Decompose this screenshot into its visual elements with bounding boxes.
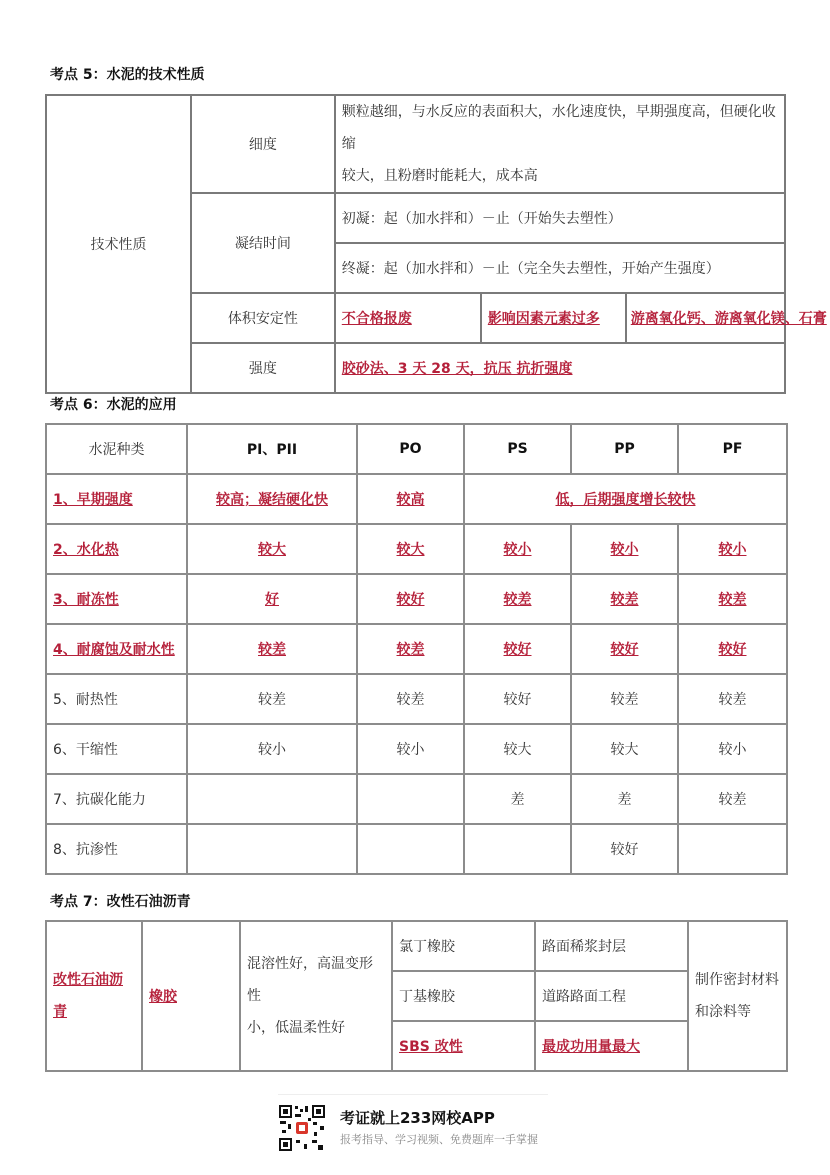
header-po: PO (357, 424, 464, 474)
property-value: 较好 (571, 824, 678, 874)
tech-properties-table (45, 94, 827, 394)
property-value: 较大 (187, 524, 357, 574)
sub-use-0: 路面稀浆封层 (535, 921, 688, 971)
qr-code-icon (278, 1104, 326, 1152)
strength-desc: 胶砂法、3 天 28 天，抗压 抗折强度 (335, 343, 785, 393)
soundness-c1: 不合格报废 (335, 293, 481, 343)
header-type: 水泥种类 (46, 424, 187, 474)
property-label: 5、耐热性 (46, 674, 187, 724)
sub-name-0: 氯丁橡胶 (392, 921, 535, 971)
tech-properties-label: 技术性质 (46, 95, 191, 393)
property-value: 较大 (464, 724, 571, 774)
fineness-desc-line2: 较大，且粉磨时能耗大，成本高 (341, 168, 538, 184)
footer-divider (278, 1094, 548, 1095)
sub-name-2: SBS 改性 (392, 1021, 535, 1071)
modified-asphalt-label (46, 921, 142, 1071)
footer (278, 1104, 578, 1152)
property-value (678, 824, 787, 874)
property-value: 较小 (464, 524, 571, 574)
property-value: 较小 (678, 524, 787, 574)
table-row (46, 724, 787, 774)
property-value (187, 774, 357, 824)
header-pi: PI、PII (187, 424, 357, 474)
strength-label: 强度 (191, 343, 335, 393)
property-value: 较差 (678, 774, 787, 824)
modified-asphalt-line2: 青 (53, 1004, 67, 1020)
setting-time-label: 凝结时间 (191, 193, 335, 293)
final-setting: 终凝：起（加水拌和）－止（完全失去塑性，开始产生强度） (335, 243, 785, 293)
property-value (187, 824, 357, 874)
property-value: 较好 (678, 624, 787, 674)
property-value: 较小 (357, 724, 464, 774)
sub-use-2: 最成功用量最大 (535, 1021, 688, 1071)
property-label: 7、抗碳化能力 (46, 774, 187, 824)
application-note-line1: 制作密封材料 (695, 972, 779, 988)
rubber-label: 橡胶 (142, 921, 240, 1071)
table-row (46, 674, 787, 724)
property-value: 较大 (571, 724, 678, 774)
modified-asphalt-table (45, 920, 788, 1072)
table-row (46, 574, 787, 624)
property-value: 较好 (571, 624, 678, 674)
property-label: 4、耐腐蚀及耐水性 (46, 624, 187, 674)
header-pf: PF (678, 424, 787, 474)
table-row (46, 624, 787, 674)
rubber-properties-line2: 小，低温柔性好 (247, 1020, 345, 1036)
initial-setting: 初凝：起（加水拌和）－止（开始失去塑性） (335, 193, 785, 243)
property-value: 较小 (187, 724, 357, 774)
section5-title: 考点 5：水泥的技术性质 (50, 67, 205, 83)
cement-application-table (45, 423, 788, 875)
rubber-properties (240, 921, 392, 1071)
property-value: 较差 (678, 674, 787, 724)
property-value: 较好 (357, 574, 464, 624)
property-value: 较小 (571, 524, 678, 574)
property-value (357, 824, 464, 874)
soundness-label: 体积安定性 (191, 293, 335, 343)
property-value: 较差 (187, 624, 357, 674)
section7-title: 考点 7：改性石油沥青 (50, 894, 191, 910)
property-value (464, 824, 571, 874)
property-value (357, 774, 464, 824)
property-value: 较差 (571, 674, 678, 724)
property-value: 较差 (464, 574, 571, 624)
property-value: 差 (571, 774, 678, 824)
header-ps: PS (464, 424, 571, 474)
property-value: 较差 (678, 574, 787, 624)
property-value: 较差 (571, 574, 678, 624)
soundness-c3: 游离氧化钙、游离氧化镁、石膏 (626, 293, 785, 343)
fineness-desc-line1: 颗粒越细，与水反应的表面积大，水化速度快，早期强度高，但硬化收缩 (341, 104, 776, 152)
section6-title: 考点 6：水泥的应用 (50, 397, 177, 413)
fineness-label: 细度 (191, 95, 335, 193)
fineness-desc (335, 95, 785, 193)
property-value: 较差 (357, 624, 464, 674)
sub-use-1: 道路路面工程 (535, 971, 688, 1021)
property-value: 较差 (187, 674, 357, 724)
table-row (46, 524, 787, 574)
property-value: 较小 (678, 724, 787, 774)
rubber-properties-line1: 混溶性好，高温变形性 (247, 956, 373, 1004)
property-value: 差 (464, 774, 571, 824)
soundness-c2: 影响因素元素过多 (481, 293, 626, 343)
early-strength-merged: 低，后期强度增长较快 (464, 474, 787, 524)
property-value: 较大 (357, 524, 464, 574)
property-label: 3、耐冻性 (46, 574, 187, 624)
early-strength-pi: 较高；凝结硬化快 (187, 474, 357, 524)
table-row (46, 824, 787, 874)
property-value: 较好 (464, 624, 571, 674)
property-label: 2、水化热 (46, 524, 187, 574)
sub-name-1: 丁基橡胶 (392, 971, 535, 1021)
property-value: 较好 (464, 674, 571, 724)
application-note-line2: 和涂料等 (695, 1004, 751, 1020)
application-note (688, 921, 787, 1071)
early-strength-po: 较高 (357, 474, 464, 524)
property-rows (46, 524, 787, 874)
header-pp: PP (571, 424, 678, 474)
table-row (46, 774, 787, 824)
property-value: 好 (187, 574, 357, 624)
modified-asphalt-line1: 改性石油沥 (53, 972, 123, 988)
footer-title: 考证就上233网校APP (340, 1109, 495, 1127)
property-label: 8、抗渗性 (46, 824, 187, 874)
property-label: 6、干缩性 (46, 724, 187, 774)
footer-subtitle: 报考指导、学习视频、免费题库一手掌握 (340, 1133, 538, 1146)
early-strength-label: 1、早期强度 (46, 474, 187, 524)
property-value: 较差 (357, 674, 464, 724)
